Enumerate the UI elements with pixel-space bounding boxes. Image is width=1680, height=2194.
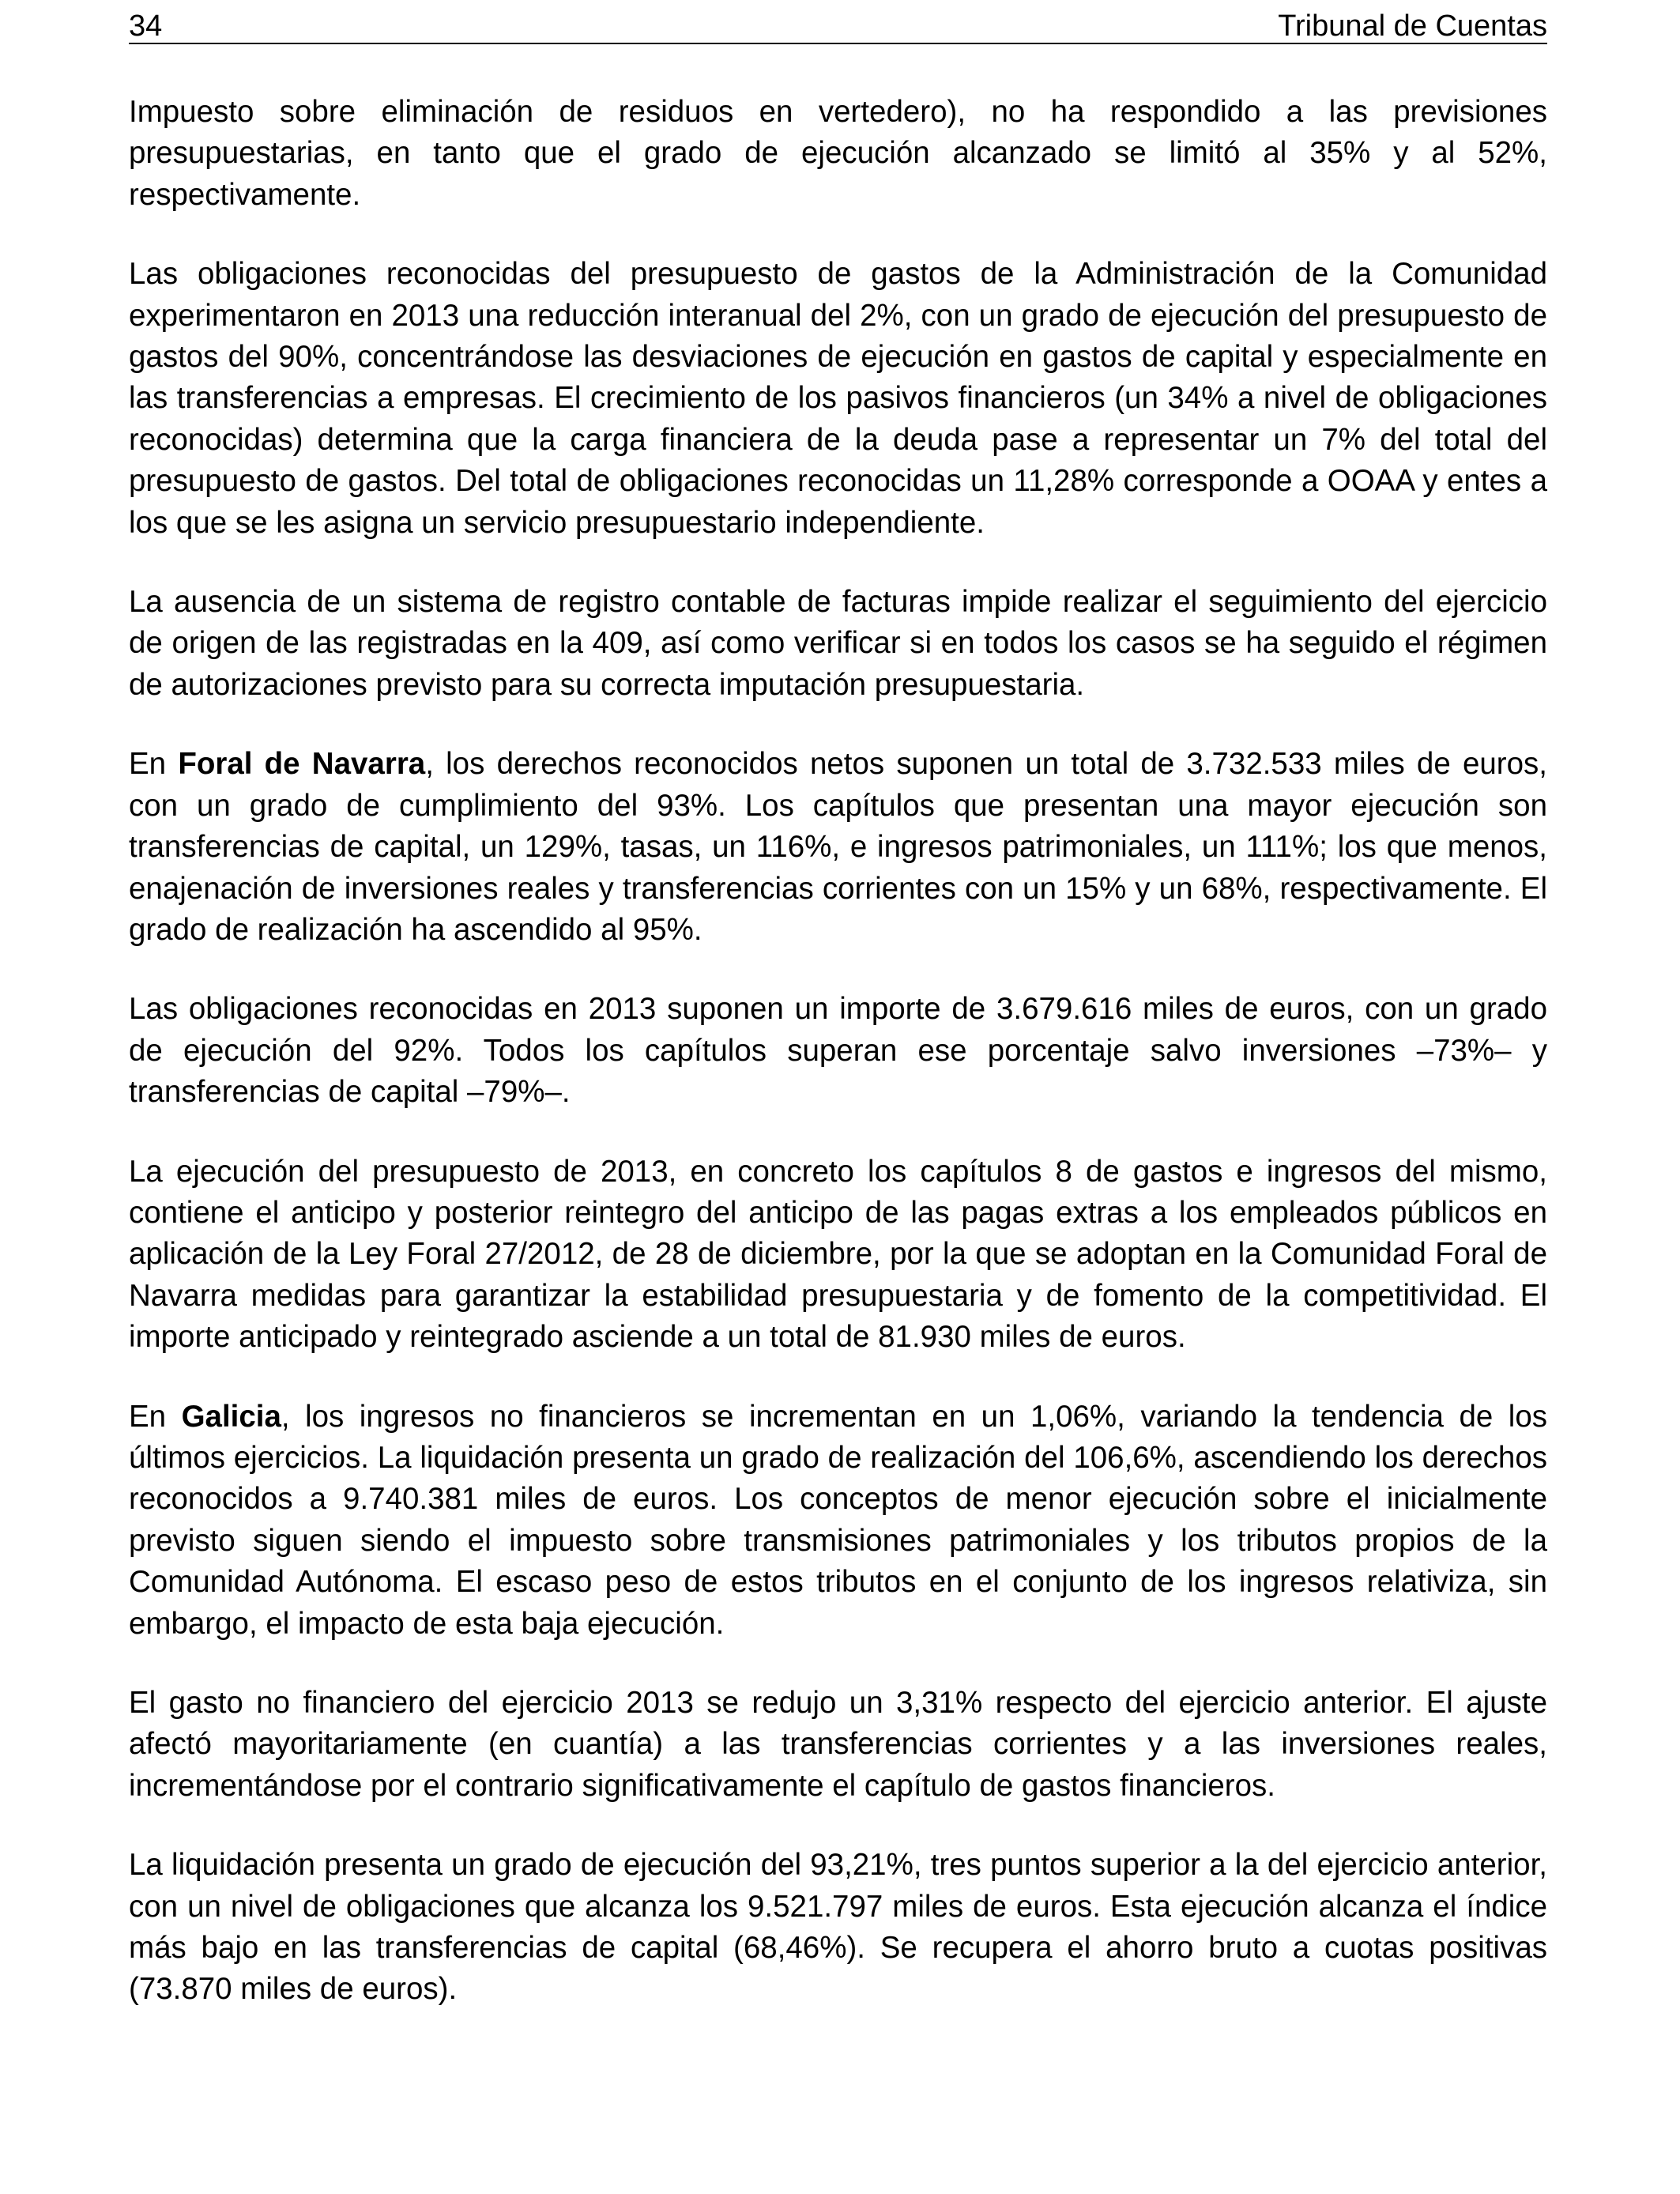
paragraph-prefix: En (129, 1399, 182, 1434)
paragraph-text: El gasto no financiero del ejercicio 2013 se redujo un 3,31% respecto del ejercicio anterior. El ajuste afectó mayoritariamente (en cuantía) a las transferencias corrientes y a las inversiones reales, incrementándose por el contrario significativamente el capítulo de gastos financieros. (129, 1686, 1547, 1803)
region-name-galicia: Galicia (181, 1399, 281, 1434)
region-name-navarra: Foral de Navarra (178, 747, 426, 782)
paragraph-navarra-derechos (129, 744, 1547, 951)
paragraph-galicia-ingresos (129, 1397, 1547, 1645)
paragraph-galicia-liquidacion (129, 1845, 1547, 2011)
paragraph-text: La ejecución del presupuesto de 2013, en concreto los capítulos 8 de gastos e ingresos del mismo, contiene el anticipo y posterior reintegro del anticipo de las pagas extras a los empleados públicos en aplicación de la Ley Foral 27/2012, de 28 de diciembre, por la que se adoptan en la Comunidad Foral de Navarra medidas para garantizar la estabilidad presupuestaria y de fomento de la competitividad. El importe anticipado y reintegrado asciende a un total de 81.930 miles de euros. (129, 1154, 1547, 1355)
paragraph-text: , los derechos reconocidos netos suponen un total de 3.732.533 miles de euros, con un grado de cumplimiento del 93%. Los capítulos que presentan una mayor ejecución son transferencias de capital, un 129%, tasas, un 116%, e ingresos patrimoniales, un 111%; los que menos, enajenación de inversiones reales y transferencias corrientes con un 15% y un 68%, respectivamente. El grado de realización ha ascendido al 95%. (129, 747, 1547, 947)
page-number: 34 (129, 9, 163, 43)
paragraph-text: La liquidación presenta un grado de ejecución del 93,21%, tres puntos superior a la del ejercicio anterior, con un nivel de obligaciones que alcanza los 9.521.797 miles de euros. Esta ejecución alcanza el índice más bajo en las transferencias de capital (68,46%). Se recupera el ahorro bruto a cuotas positivas (73.870 miles de euros). (129, 1848, 1547, 2007)
paragraph-text: Impuesto sobre eliminación de residuos en vertedero), no ha respondido a las previsiones presupuestarias, en tanto que el grado de ejecución alcanzado se limitó al 35% y al 52%, respectivamente. (129, 95, 1547, 212)
paragraph-galicia-gasto (129, 1683, 1547, 1807)
paragraph-residuos (129, 92, 1547, 216)
paragraph-text: La ausencia de un sistema de registro contable de facturas impide realizar el seguimiento del ejercicio de origen de las registradas en la 409, así como verificar si en todos los casos se ha seguido el régimen de autorizaciones previsto para su correcta imputación presupuestaria. (129, 585, 1547, 702)
paragraph-text: , los ingresos no financieros se incrementan en un 1,06%, variando la tendencia de los últimos ejercicios. La liquidación presenta un grado de realización del 106,6%, ascendiendo los derechos reconocidos a 9.740.381 miles de euros. Los conceptos de menor ejecución sobre el inicialmente previsto siguen siendo el impuesto sobre transmisiones patrimoniales y los tributos propios de la Comunidad Autónoma. El escaso peso de estos tributos en el conjunto de los ingresos relativiza, sin embargo, el impacto de esta baja ejecución. (129, 1399, 1547, 1641)
paragraph-navarra-obligaciones (129, 989, 1547, 1113)
paragraph-navarra-anticipo (129, 1152, 1547, 1359)
running-title: Tribunal de Cuentas (1278, 9, 1547, 43)
paragraph-prefix: En (129, 747, 179, 782)
paragraph-registro-facturas (129, 582, 1547, 706)
paragraph-text: Las obligaciones reconocidas del presupuesto de gastos de la Administración de la Comunidad experimentaron en 2013 una reducción interanual del 2%, con un grado de ejecución del presupuesto de gastos del 90%, concentrándose las desviaciones de ejecución en gastos de capital y especialmente en las transferencias a empresas. El crecimiento de los pasivos financieros (un 34% a nivel de obligaciones reconocidas) determina que la carga financiera de la deuda pase a representar un 7% del total del presupuesto de gastos. Del total de obligaciones reconocidas un 11,28% corresponde a OOAA y entes a los que se les asigna un servicio presupuestario independiente. (129, 257, 1547, 540)
body-text (129, 92, 1547, 2049)
paragraph-text: Las obligaciones reconocidas en 2013 suponen un importe de 3.679.616 miles de euros, con un grado de ejecución del 92%. Todos los capítulos superan ese porcentaje salvo inversiones –73%– y transferencias de capital –79%–. (129, 992, 1547, 1110)
page-header (129, 6, 1547, 44)
paragraph-obligaciones-comunidad (129, 254, 1547, 544)
